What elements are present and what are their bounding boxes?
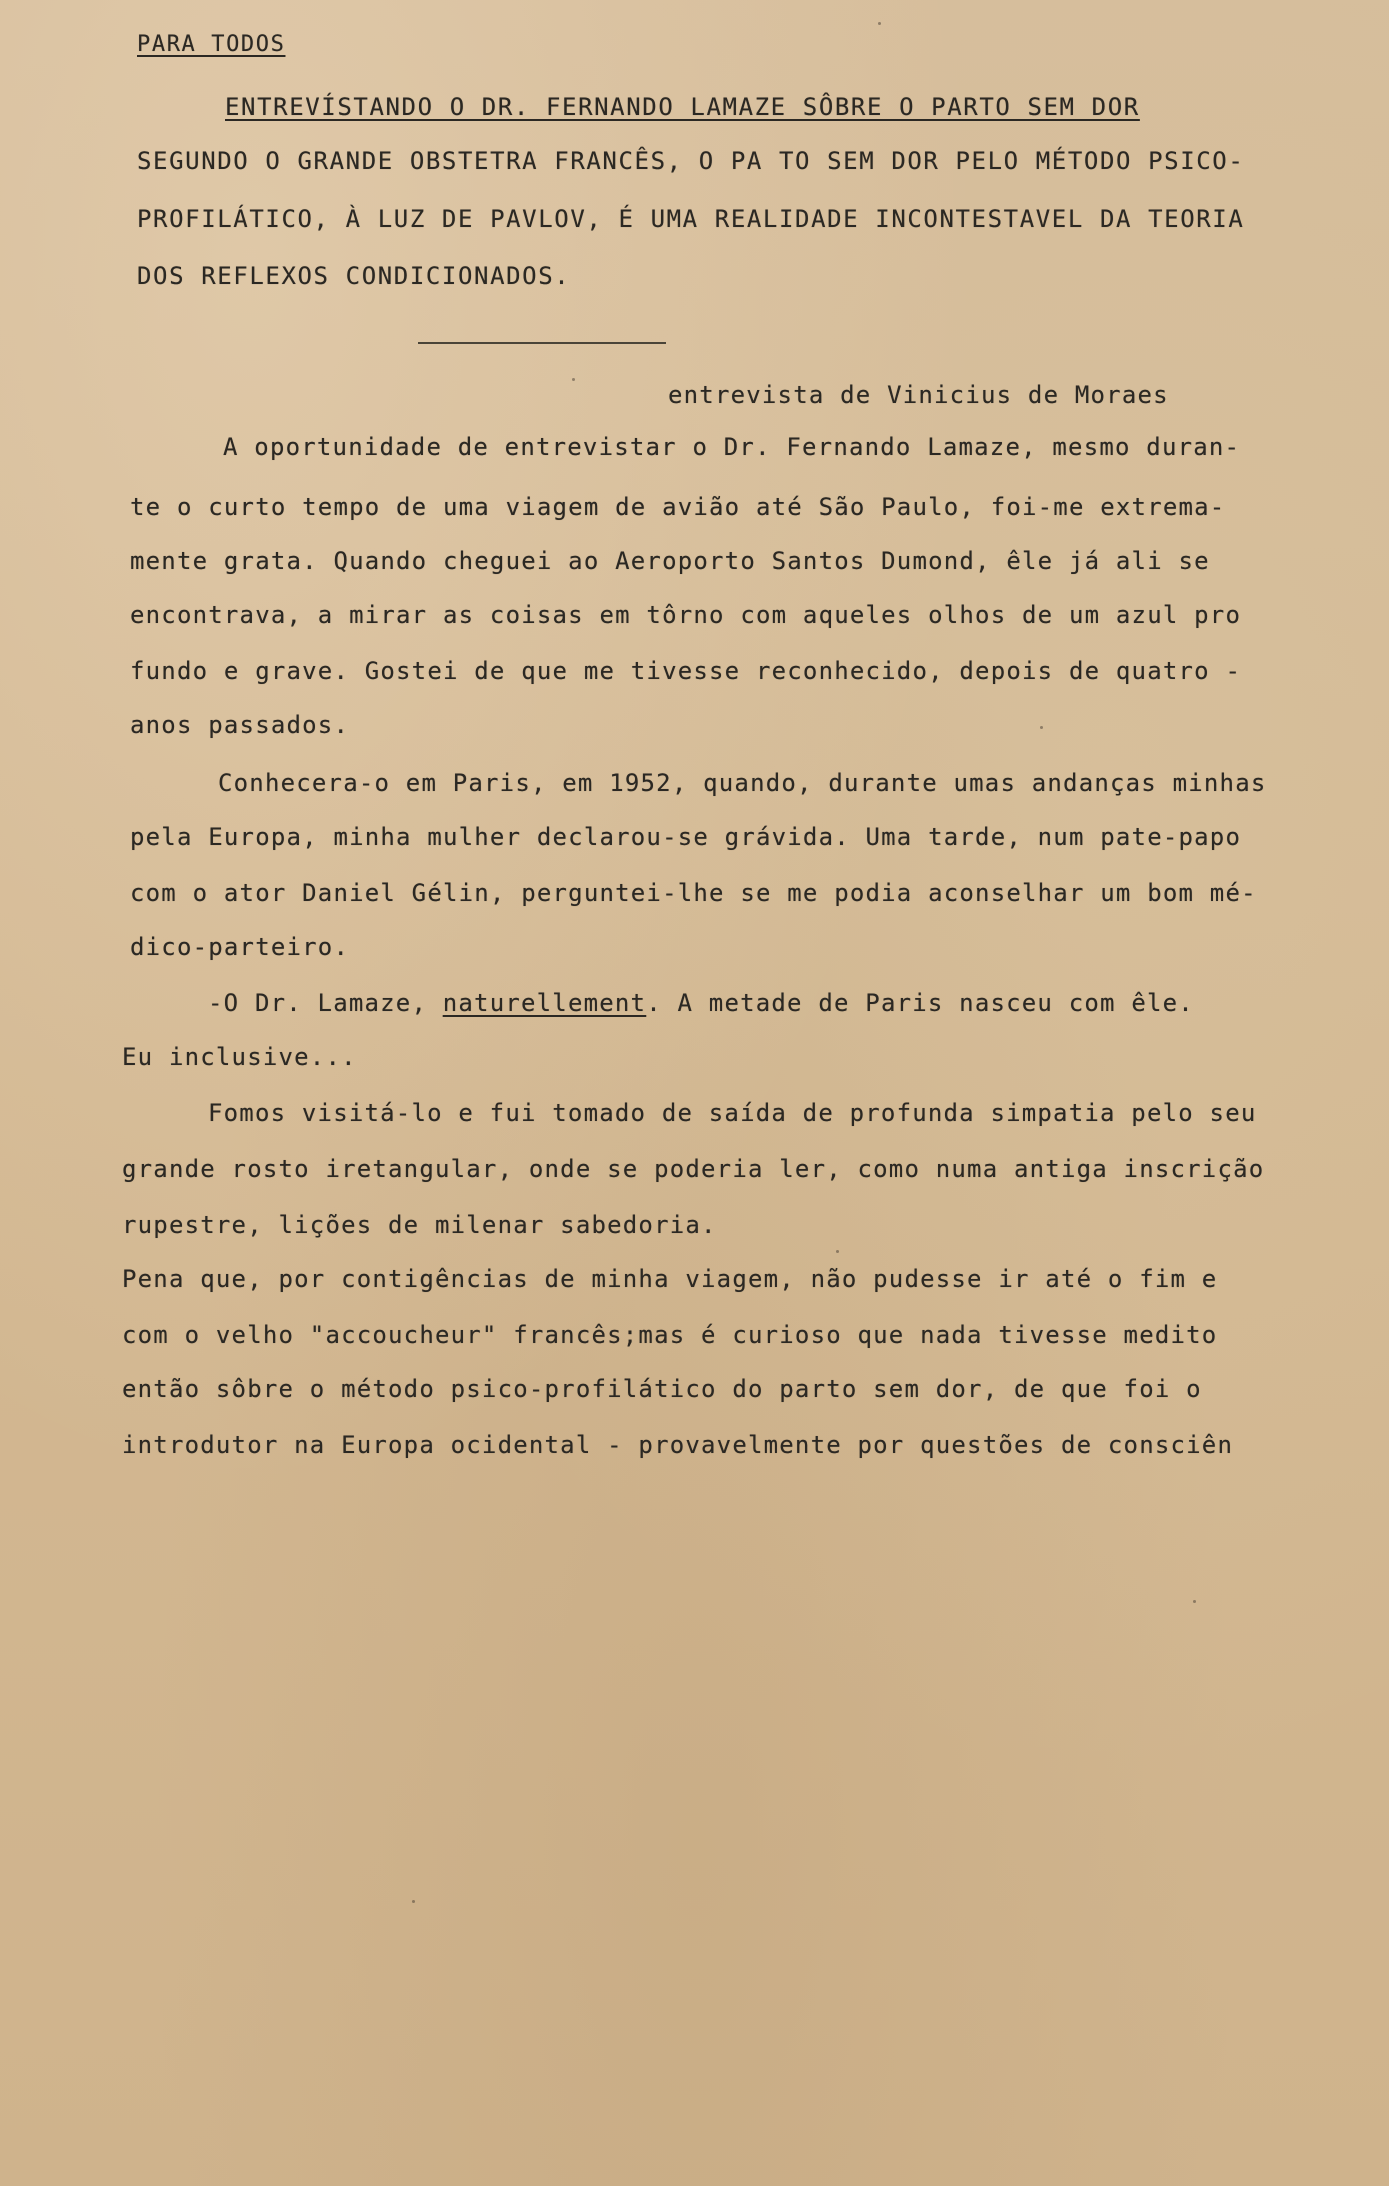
body-line: Eu inclusive... bbox=[122, 1043, 357, 1071]
body-line: Pena que, por contigências de minha viagem, não pudesse ir até o fim e bbox=[122, 1265, 1218, 1293]
quote-start: -O Dr. Lamaze, bbox=[208, 989, 443, 1017]
subtitle-line-3: DOS REFLEXOS CONDICIONADOS. bbox=[137, 262, 571, 290]
paper-speck bbox=[412, 1900, 415, 1903]
paper-speck bbox=[1193, 1600, 1196, 1603]
body-line: pela Europa, minha mulher declarou-se grávida. Uma tarde, num pate-papo bbox=[130, 823, 1242, 851]
paper-speck bbox=[1040, 726, 1043, 729]
quote-line bbox=[208, 988, 1194, 1018]
section-divider bbox=[418, 342, 666, 344]
subtitle-line-1: SEGUNDO O GRANDE OBSTETRA FRANCÊS, O PA TO SEM DOR PELO MÉTODO PSICO- bbox=[137, 147, 1245, 175]
page-header: PARA TODOS bbox=[137, 32, 286, 57]
quote-end: . A metade de Paris nasceu com êle. bbox=[646, 989, 1194, 1017]
body-line: introdutor na Europa ocidental - provavelmente por questões de consciên bbox=[122, 1431, 1234, 1459]
body-line: te o curto tempo de uma viagem de avião até São Paulo, foi-me extrema- bbox=[130, 493, 1226, 521]
paper-speck bbox=[572, 378, 575, 381]
body-line: Conhecera-o em Paris, em 1952, quando, durante umas andanças minhas bbox=[218, 769, 1267, 797]
subtitle-line-2: PROFILÁTICO, À LUZ DE PAVLOV, É UMA REALIDADE INCONTESTAVEL DA TEORIA bbox=[137, 205, 1245, 233]
body-line: grande rosto iretangular, onde se poderia ler, como numa antiga inscrição bbox=[122, 1155, 1265, 1183]
body-line: anos passados. bbox=[130, 711, 350, 739]
body-line: rupestre, lições de milenar sabedoria. bbox=[122, 1211, 717, 1239]
body-line: então sôbre o método psico-profilático do parto sem dor, de que foi o bbox=[122, 1375, 1202, 1403]
body-line: mente grata. Quando cheguei ao Aeroporto Santos Dumond, êle já ali se bbox=[130, 547, 1210, 575]
paper-speck bbox=[878, 22, 881, 25]
body-line: dico-parteiro. bbox=[130, 933, 350, 961]
body-line: com o velho "accoucheur" francês;mas é curioso que nada tivesse medito bbox=[122, 1321, 1218, 1349]
byline: entrevista de Vinicius de Moraes bbox=[668, 381, 1169, 409]
body-line: com o ator Daniel Gélin, perguntei-lhe se me podia aconselhar um bom mé- bbox=[130, 879, 1257, 907]
article-title: ENTREVÍSTANDO O DR. FERNANDO LAMAZE SÔBRE O PARTO SEM DOR bbox=[225, 93, 1140, 121]
paper-speck bbox=[836, 1250, 839, 1253]
body-line: A oportunidade de entrevistar o Dr. Fernando Lamaze, mesmo duran- bbox=[223, 433, 1241, 461]
body-line: Fomos visitá-lo e fui tomado de saída de profunda simpatia pelo seu bbox=[208, 1099, 1257, 1127]
body-line: fundo e grave. Gostei de que me tivesse reconhecido, depois de quatro - bbox=[130, 657, 1242, 685]
body-line: encontrava, a mirar as coisas em tôrno com aqueles olhos de um azul pro bbox=[130, 601, 1242, 629]
underlined-word: naturellement bbox=[442, 989, 647, 1017]
